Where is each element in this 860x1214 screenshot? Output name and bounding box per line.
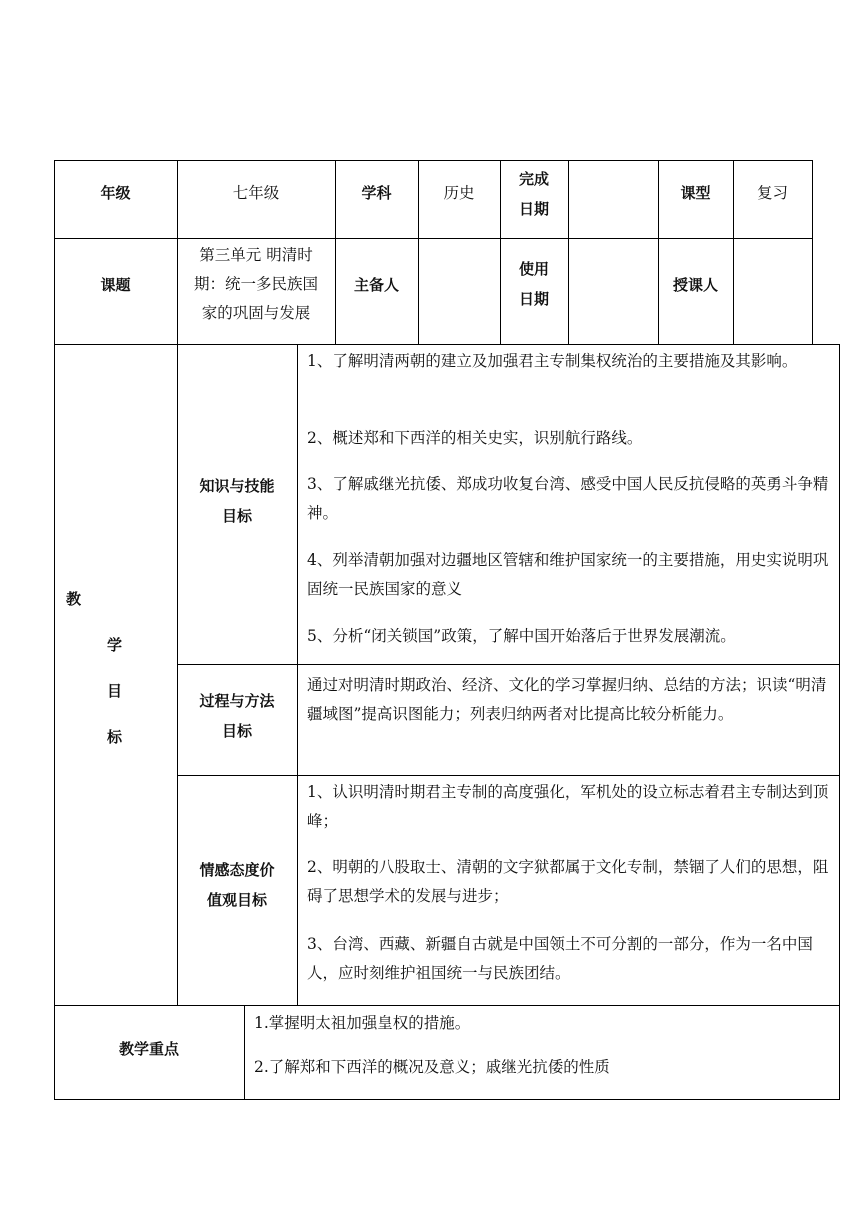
subject-label: 学科 <box>361 184 392 202</box>
list-item: 2、概述郑和下西洋的相关史实，识别航行路线。 <box>307 429 643 447</box>
list-item: 1、认识明清时期君主专制的高度强化，军机处的设立标志着君主专制达到顶峰； <box>307 783 829 830</box>
emotion-objective-label: 情感态度价 值观目标 <box>199 861 275 909</box>
grade-label: 年级 <box>100 184 131 202</box>
list-item: 5、分析“闭关锁国”政策，了解中国开始落后于世界发展潮流。 <box>307 627 736 645</box>
key-points-label: 教学重点 <box>118 1040 179 1058</box>
teacher-label: 授课人 <box>672 276 718 294</box>
topic-label: 课题 <box>100 276 131 294</box>
list-item: 2.了解郑和下西洋的概况及意义；戚继光抗倭的性质 <box>254 1058 610 1076</box>
grade-value: 七年级 <box>232 184 280 202</box>
lesson-type-label: 课型 <box>680 184 711 202</box>
list-item: 1、了解明清两朝的建立及加强君主专制集权统治的主要措施及其影响。 <box>307 352 798 370</box>
lesson-type-value: 复习 <box>756 184 788 202</box>
topic-value: 第三单元 明清时 期：统一多民族国 家的巩固与发展 <box>193 246 318 322</box>
use-date-label: 使用 日期 <box>518 260 549 308</box>
list-item: 1.掌握明太祖加强皇权的措施。 <box>254 1014 471 1032</box>
list-item: 通过对明清时期政治、经济、文化的学习掌握归纳、总结的方法；识读“明清疆域图”提高识图能力；列表归纳两者对比提高比较分析能力。 <box>307 676 827 723</box>
list-item: 3、台湾、西藏、新疆自古就是中国领土不可分割的一部分，作为一名中国人，应时刻维护祖国统一与民族团结。 <box>307 935 813 982</box>
subject-value: 历史 <box>443 184 475 202</box>
completion-date-label: 完成 日期 <box>518 170 549 218</box>
list-item: 2、明朝的八股取士、清朝的文字狱都属于文化专制，禁锢了人们的思想，阻碍了思想学术的发展与进步； <box>307 858 829 905</box>
list-item: 4、列举清朝加强对边疆地区管辖和维护国家统一的主要措施，用史实说明巩固统一民族国家的意义 <box>307 551 829 598</box>
process-objective-label: 过程与方法 目标 <box>199 692 275 740</box>
lead-preparer-label: 主备人 <box>353 276 399 294</box>
knowledge-objective-label: 知识与技能 目标 <box>199 477 275 525</box>
list-item: 3、了解戚继光抗倭、郑成功收复台湾、感受中国人民反抗侵略的英勇斗争精神。 <box>307 475 829 522</box>
